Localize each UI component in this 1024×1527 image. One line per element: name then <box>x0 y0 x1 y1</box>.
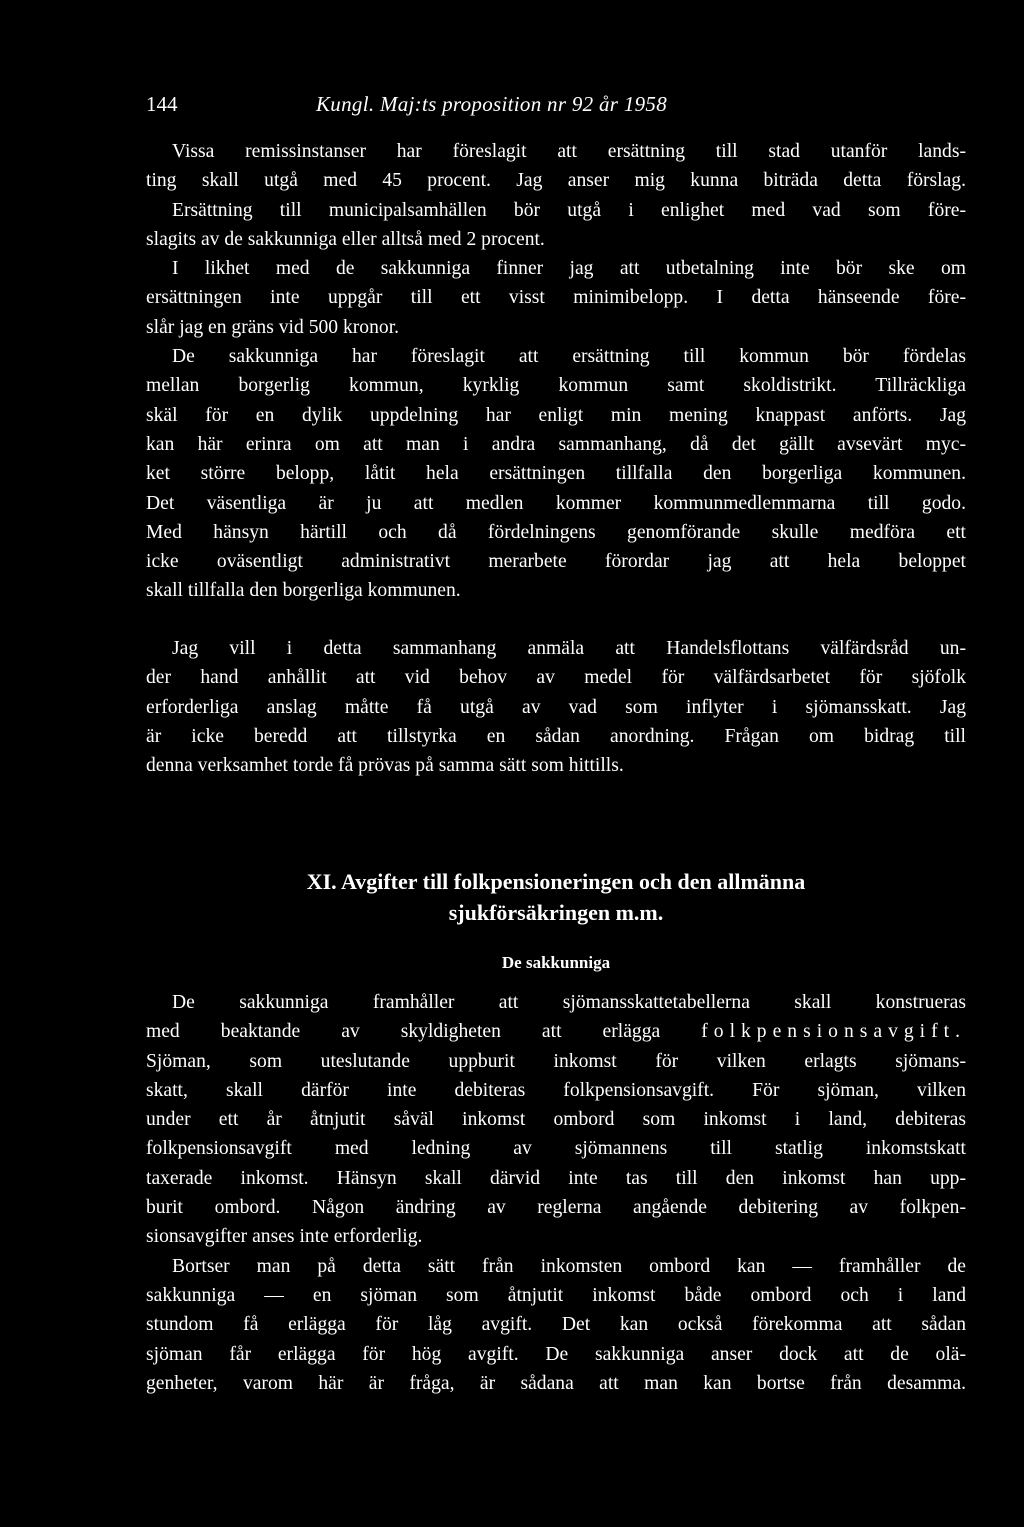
text-line: Med hänsyn härtill och då fördelningens genomförande skulle medföra ett <box>146 521 966 543</box>
text-line: erforderliga anslag måtte få utgå av vad som inflyter i sjömansskatt. Jag <box>146 696 966 718</box>
page-header <box>146 92 966 122</box>
text-line: Jag vill i detta sammanhang anmäla att Handelsflottans välfärdsråd un- <box>172 638 966 659</box>
text-line: ting skall utgå med 45 procent. Jag anser mig kunna biträda detta förslag. <box>146 170 966 192</box>
text-line: sionsavgifter anses inte erforderlig. <box>146 1226 423 1248</box>
text-line: Det väsentliga är ju att medlen kommer kommunmedlemmarna till godo. <box>146 492 966 514</box>
text-line: icke oväsentligt administrativt merarbete förordar jag att hela beloppet <box>146 551 966 573</box>
body-section-2 <box>146 634 966 780</box>
text-line: skall tillfalla den borgerliga kommunen. <box>146 580 461 602</box>
text-line: Bortser man på detta sätt från inkomsten ombord kan — framhåller de <box>172 1255 966 1277</box>
text-line: der hand anhållit att vid behov av medel för välfärdsarbetet för sjöfolk <box>146 667 966 689</box>
text-fragment: med beaktande av skyldigheten att erlägga <box>146 1021 702 1043</box>
text-line: ersättningen inte uppgår till ett visst minimibelopp. I detta hänseende före- <box>146 287 966 309</box>
text-line: slår jag en gräns vid 500 kronor. <box>146 316 400 338</box>
text-line: skäl för en dylik uppdelning har enligt min mening knappast anförts. Jag <box>146 404 966 426</box>
section-heading <box>146 866 966 928</box>
page-number: 144 <box>146 92 178 116</box>
body-section-3 <box>146 988 966 1398</box>
text-line: genheter, varom här är fråga, är sådana att man kan bortse från desamma. <box>146 1372 966 1394</box>
text-line: folkpensionsavgift med ledning av sjömannens till statlig inkomstskatt <box>146 1138 966 1160</box>
text-line: Vissa remissinstanser har föreslagit att ersättning till stad utanför lands- <box>172 141 966 162</box>
text-line: De sakkunniga har föreslagit att ersättning till kommun bör fördelas <box>172 346 966 368</box>
text-line: burit ombord. Någon ändring av reglerna angående debitering av folkpen- <box>146 1197 966 1219</box>
text-line: slagits av de sakkunniga eller alltså med 2 procent. <box>146 228 545 250</box>
text-line: I likhet med de sakkunniga finner jag att utbetalning inte bör ske om <box>172 258 966 280</box>
text-line: Ersättning till municipalsamhällen bör utgå i enlighet med vad som före- <box>172 199 966 221</box>
body-section-1 <box>146 137 966 606</box>
subheading: De sakkunniga <box>501 953 611 972</box>
text-line: skatt, skall därför inte debiteras folkpensionsavgift. För sjöman, vilken <box>146 1079 966 1101</box>
section-heading-line: sjukförsäkringen m.m. <box>448 900 664 925</box>
text-line: sjöman får erlägga för hög avgift. De sakkunniga anser dock att de olä- <box>146 1343 966 1365</box>
text-line: kan här erinra om att man i andra sammanhang, då det gällt avsevärt myc- <box>146 433 966 455</box>
text-line: taxerade inkomst. Hänsyn skall därvid inte tas till den inkomst han upp- <box>146 1167 966 1189</box>
text-line: De sakkunniga framhåller att sjömansskattetabellerna skall konstrueras <box>172 992 966 1013</box>
text-line: stundom få erlägga för låg avgift. Det kan också förekomma att sådan <box>146 1314 966 1336</box>
text-line: under ett år åtnjutit såväl inkomst ombord som inkomst i land, debiteras <box>146 1109 966 1131</box>
text-line: denna verksamhet torde få prövas på samma sätt som hittills. <box>146 755 624 777</box>
text-line: sakkunniga — en sjöman som åtnjutit inkomst både ombord och i land <box>146 1284 966 1306</box>
emphasized-term: folkpensionsavgift. <box>701 1021 966 1043</box>
text-line: mellan borgerlig kommun, kyrklig kommun samt skoldistrikt. Tillräckliga <box>146 375 966 397</box>
running-title: Kungl. Maj:ts proposition nr 92 år 1958 <box>316 92 668 116</box>
text-line: ket större belopp, låtit hela ersättningen tillfalla den borgerliga kommunen. <box>146 463 966 485</box>
section-heading-line: XI. Avgifter till folkpensioneringen och den allmänna <box>306 869 806 894</box>
text-line: Sjöman, som uteslutande uppburit inkomst för vilken erlagts sjömans- <box>146 1050 966 1072</box>
text-line: är icke beredd att tillstyrka en sådan anordning. Frågan om bidrag till <box>146 725 966 747</box>
text-line <box>146 1017 966 1046</box>
